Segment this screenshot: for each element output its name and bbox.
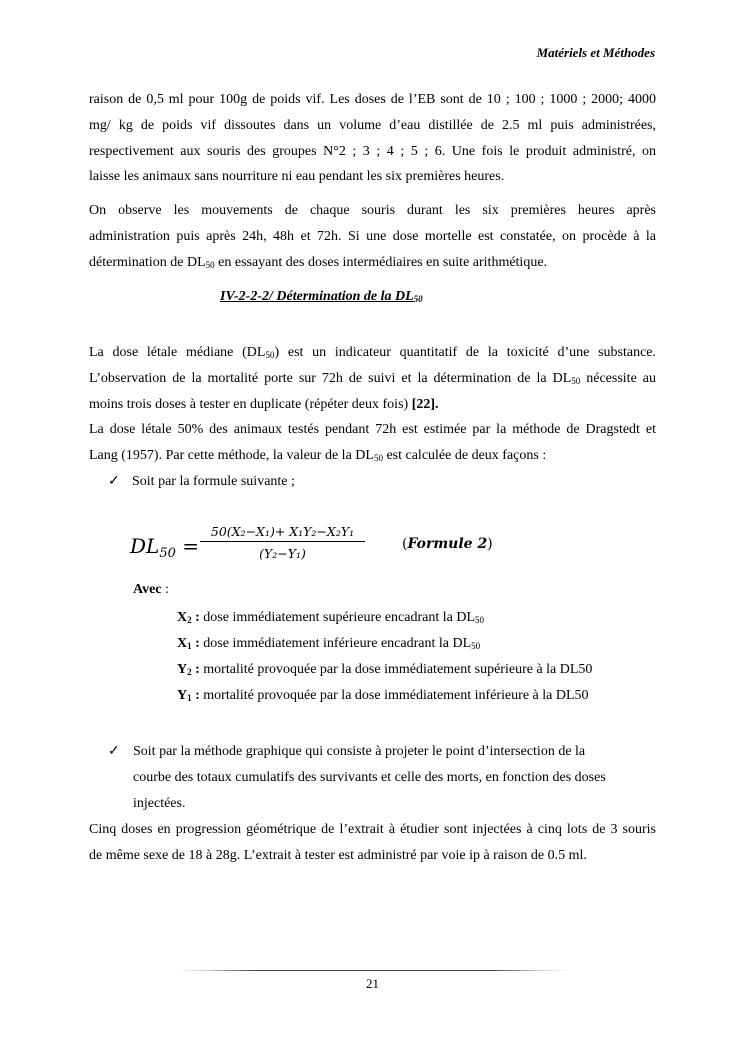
- def-sep: :: [191, 636, 200, 651]
- def-symbol: [177, 662, 200, 677]
- text-line: [89, 340, 656, 366]
- def-symbol-letter: X: [177, 610, 188, 625]
- footer-divider: [176, 970, 570, 971]
- subscript: 2: [187, 615, 192, 625]
- heading-text: IV-2-2-2/ Détermination de la DL: [220, 289, 414, 304]
- def-text: dose immédiatement inférieure encadrant la DL: [199, 636, 472, 651]
- formula-label-text: Formule 2: [407, 536, 488, 552]
- citation-ref: [22].: [411, 396, 439, 412]
- paragraph-doses: [89, 817, 656, 869]
- paren-open: (: [402, 536, 408, 552]
- subscript: 50: [475, 615, 485, 625]
- text-run: est calculée de deux façons :: [382, 447, 547, 463]
- bullet-item-graphic: [108, 739, 656, 816]
- def-symbol-letter: Y: [177, 688, 188, 703]
- text-line: On observe les mouvements de chaque souris durant les six premières heures après: [89, 203, 656, 218]
- formula-label: [402, 536, 493, 552]
- text-line: courbe des totaux cumulatifs des survivants et celle des morts, en fonction des doses: [133, 769, 606, 785]
- text-line: de même sexe de 18 à 28g. L’extrait à tester est administré par voie ip à raison de 0.5 ml.: [89, 847, 587, 863]
- subscript: 50: [205, 259, 215, 270]
- text-line: respectivement aux souris des groupes N°2 ; 3 ; 4 ; 5 ; 6. Une fois le produit administré, on: [89, 143, 656, 159]
- text-run: détermination de DL: [89, 254, 206, 270]
- subscript: 50: [265, 350, 275, 360]
- page-number: 21: [366, 976, 379, 991]
- def-symbol: [177, 688, 200, 703]
- text-run: La dose létale médiane (DL: [89, 345, 266, 360]
- bullet-text: Soit par la formule suivante ;: [132, 474, 295, 489]
- text-line: [89, 250, 656, 276]
- paragraph-method: [89, 417, 656, 469]
- paragraph-continuation: [89, 87, 656, 190]
- avec-colon: :: [161, 582, 169, 597]
- paragraph-definition: [89, 340, 656, 417]
- def-text: mortalité provoquée par la dose immédiatement inférieure à la DL50: [199, 688, 589, 703]
- text-run: Lang (1957). Par cette méthode, la valeur de la DL: [89, 447, 374, 463]
- text-line: mg/ kg de poids vif dissoutes dans un volume d’eau distillée de 2.5 ml puis administrées,: [89, 117, 656, 133]
- subscript: 1: [187, 693, 192, 703]
- checkmark-icon: ✓: [108, 744, 120, 759]
- subscript: 50: [159, 546, 176, 561]
- subscript: 1: [187, 641, 192, 651]
- text-line: Cinq doses en progression géométrique de l’extrait à étudier sont injectées à cinq lots de 3 souris: [89, 822, 656, 837]
- text-run: nécessite au: [580, 370, 656, 386]
- subscript: 50: [571, 375, 581, 386]
- formula-numerator: 50(X₂−X₁)+ X₁Y₂−X₂Y₁: [200, 524, 365, 542]
- section-heading: [220, 289, 423, 305]
- def-sep: :: [191, 662, 200, 677]
- text-line: La dose létale 50% des animaux testés pendant 72h est estimée par la méthode de Dragstedt et: [89, 422, 656, 437]
- text-run: ) est un indicateur quantitatif de la toxicité d’une substance.: [274, 345, 656, 360]
- formula-lhs: [130, 534, 199, 561]
- def-symbol-letter: Y: [177, 662, 188, 677]
- avec-label: [133, 582, 169, 598]
- def-sep: :: [191, 610, 200, 625]
- text-line: administration puis après 24h, 48h et 72h. Si une dose mortelle est constatée, on procède à la: [89, 228, 656, 244]
- formula-fraction: [200, 524, 365, 561]
- checkmark-icon: ✓: [108, 474, 120, 489]
- text-line: [89, 392, 656, 418]
- text-line: raison de 0,5 ml pour 100g de poids vif. Les doses de l’EB sont de 10 ; 100 ; 1000 ; 2000; 4000: [89, 92, 656, 107]
- subscript: 2: [187, 667, 192, 677]
- subscript: 50: [373, 452, 383, 463]
- bullet-item-formula: [108, 469, 295, 495]
- definition-x1: [177, 636, 480, 652]
- paragraph-observation: [89, 198, 656, 275]
- text-run: L’observation de la mortalité porte sur 72h de suivi et la détermination de la DL: [89, 370, 572, 386]
- text-run: moins trois doses à tester en duplicate (répéter deux fois): [89, 396, 412, 412]
- text-line: [89, 443, 656, 469]
- text-run: en essayant des doses intermédiaires en suite arithmétique.: [214, 254, 548, 270]
- definition-x2: [177, 610, 484, 626]
- def-symbol: [177, 610, 200, 625]
- running-header: Matériels et Méthodes: [536, 45, 655, 60]
- def-sep: :: [191, 688, 200, 703]
- subscript: 50: [471, 641, 481, 651]
- subscript: 50: [413, 294, 423, 304]
- text-line: injectées.: [133, 795, 186, 811]
- text-line: [89, 366, 656, 392]
- def-symbol-letter: X: [177, 636, 188, 651]
- equals-sign: =: [175, 534, 199, 558]
- avec-text: Avec: [133, 582, 162, 597]
- text-line: laisse les animaux sans nourriture ni eau pendant les six premières heures.: [89, 169, 505, 185]
- definition-y1: [177, 688, 589, 704]
- text-line: Soit par la méthode graphique qui consiste à projeter le point d’intersection de la: [133, 744, 586, 759]
- definition-y2: [177, 662, 592, 678]
- paren-close: ): [487, 536, 493, 552]
- bullet-text: [133, 739, 656, 816]
- formula-symbol: DL: [130, 534, 160, 558]
- def-symbol: [177, 636, 200, 651]
- def-text: dose immédiatement supérieure encadrant la DL: [199, 610, 476, 625]
- def-text: mortalité provoquée par la dose immédiatement supérieure à la DL50: [199, 662, 593, 677]
- formula-denominator: (Y₂−Y₁): [259, 546, 306, 561]
